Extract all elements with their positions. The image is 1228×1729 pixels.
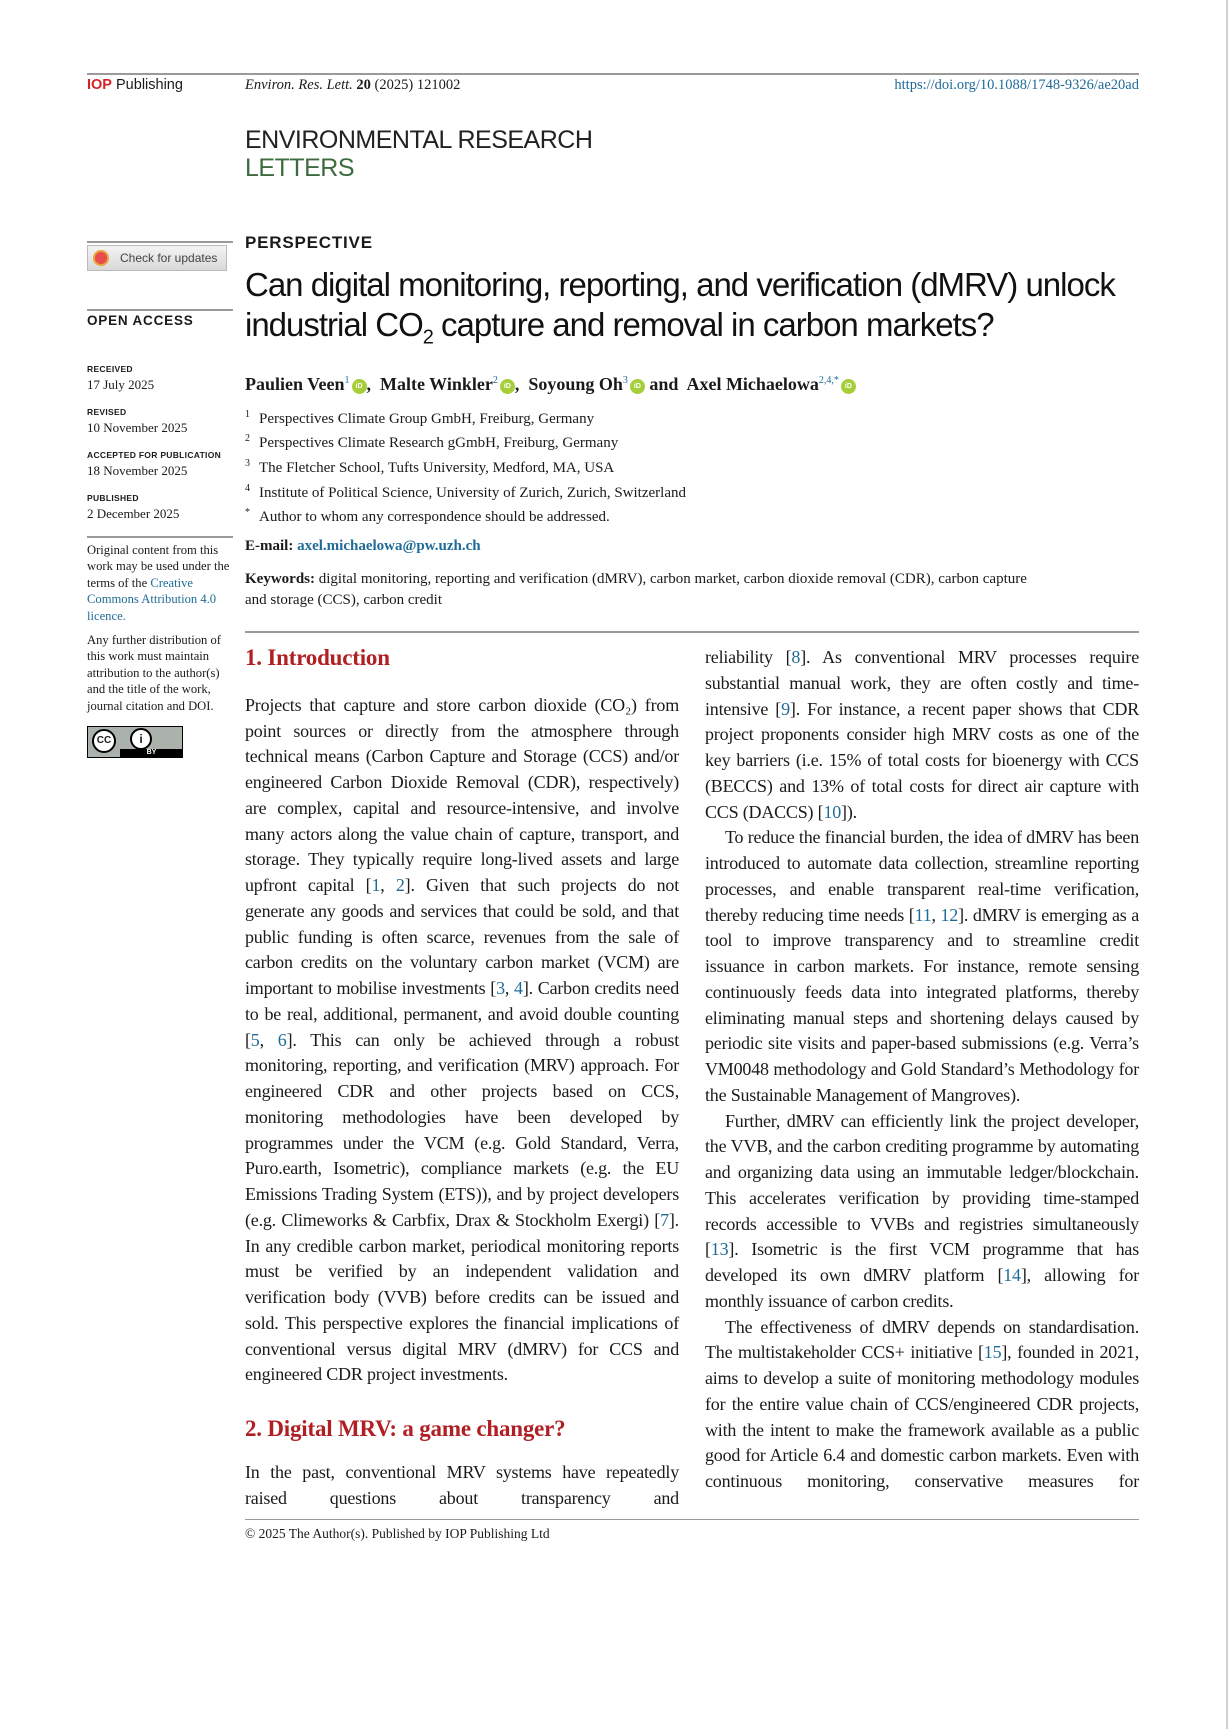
bookmark-icon xyxy=(93,250,109,266)
open-access-rule xyxy=(87,309,233,311)
by-label: BY xyxy=(120,749,183,757)
title-line-2 xyxy=(245,305,1139,358)
sidebar-rule xyxy=(87,241,233,243)
license-text xyxy=(87,542,233,624)
article-type: PERSPECTIVE xyxy=(245,233,373,252)
email-link[interactable]: axel.michaelowa@pw.uzh.ch xyxy=(297,538,481,555)
date-revised xyxy=(87,407,233,436)
citation-link[interactable]: 3 xyxy=(496,978,505,999)
citation xyxy=(245,77,460,94)
date-value: 2 December 2025 xyxy=(87,506,180,521)
article-title xyxy=(245,265,1139,358)
journal-subname: LETTERS xyxy=(245,154,355,182)
author-sep: , xyxy=(514,373,524,394)
citation-link[interactable]: 15 xyxy=(983,1342,1002,1363)
aff-num: 3 xyxy=(245,458,250,469)
email-line xyxy=(245,538,1139,555)
aff-text: Perspectives Climate Group GmbH, Freiburg, Germany xyxy=(259,410,595,427)
dates-list xyxy=(87,364,233,522)
publisher-mark: IOP xyxy=(87,77,112,93)
aff-num: 4 xyxy=(245,482,250,494)
paragraph: The effectiveness of dMRV depends on standardisation. The multistakeholder CCS+ initiative [15], founded in 2021, aims to develop a suite of monitoring methodology modules for the entire value chain of CCS/engineered CDR projects, with the intent to make the framework available as a public good for Article 6.4 and domestic carbon markets. Even with continuous monitoring, conservative measures for xyxy=(705,1316,1139,1492)
author-aff: 2,4,* xyxy=(818,374,839,386)
author-name: Axel Michaelowa xyxy=(686,373,819,394)
citation-link[interactable]: 14 xyxy=(1003,1265,1021,1286)
citation-link[interactable]: 11 xyxy=(914,904,932,925)
body-columns xyxy=(245,645,1139,1511)
date-label: PUBLISHED xyxy=(87,493,139,503)
title-pre: industrial CO xyxy=(245,306,423,343)
open-access-label: OPEN ACCESS xyxy=(87,313,194,328)
paragraph: In the past, conventional MRV systems have repeatedly raised questions about transparency and xyxy=(245,1461,679,1508)
aff-num: * xyxy=(245,507,250,519)
distribution-text: Any further distribution of this work must maintain attribution to the author(s) and the title of the work, journal citation and DOI. xyxy=(87,633,221,713)
aff-num: 1 xyxy=(245,408,250,420)
citation-journal: Environ. Res. Lett. xyxy=(245,77,353,93)
paragraph: Projects that capture and store carbon dioxide (CO₂) from point sources or directly from the atmosphere through technical means (Carbon Capture and Storage (CCS) and/or engineered Carbon Dioxide Removal (CDR), respectively) are complex, capital and resource-intensive, and involve many actors along the value chain of capture, transport, and storage. They typically require long-lived assets and large upfront capital [1, 2]. Given that such projects do not generate any goods and services that could be sold, and that public funding is often scarce, revenues from the sale of carbon credits on the voluntary carbon market (VCM) are important to mobilise investments [3, 4]. Carbon credits need to be real, additional, permanent, and avoid double counting [5, 6]. This can only be achieved through a robust monitoring, reporting, and verification (MRV) approach. For engineered CDR and other projects based on CCS, monitoring methodologies have been developed by programmes under the VCM (e.g. Gold Standard, Verra, Puro.earth, Isometric), compliance markets (e.g. the EU Emissions Trading System (ETS)), and by project developers (e.g. Climeworks & Carbfix, Drax & Stockholm Exergi) [7]. In any credible carbon market, periodical monitoring reports must be verified by an independent validation and verification body (VVB) before credits can be issued and sold. This perspective explores the financial implications of conventional versus digital MRV (dMRV) for CCS and engineered CDR project investments. xyxy=(245,694,680,1385)
citation-link[interactable]: 13 xyxy=(710,1239,729,1260)
paragraph: reliability [8]. As conventional MRV processes require substantial manual work, they are often costly and time-intensive [9]. For instance, a recent paper shows that CDR project proponents consider high MRV costs as one of the key barriers (i.e. 15% of total costs for bioenergy with CCS (BECCS) and 13% of total costs for direct air capture with CCS (DACCS) [10]). xyxy=(705,647,1140,822)
license-rule xyxy=(87,536,233,538)
author-name: Malte Winkler xyxy=(380,373,493,394)
section-heading-introduction: 1. Introduction xyxy=(245,645,390,671)
author[interactable] xyxy=(380,374,515,394)
citation-link[interactable]: 9 xyxy=(781,698,790,719)
body-rule xyxy=(245,631,1139,633)
citation-link[interactable]: 12 xyxy=(940,904,959,925)
affiliation xyxy=(245,454,1139,479)
paragraph: To reduce the financial burden, the idea of dMRV has been introduced to automate data collection, streamline reporting processes, and enable transparent real-time verification, thereby reducing time needs [11, 12]. dMRV is emerging as a tool to improve transparency and to streamline credit issuance in carbon markets. For instance, remote sensing continuously feeds data into integrated platforms, thereby eliminating manual steps and shortening delays caused by periodic site visits and paper-based submissions (e.g. Verra’s VM0048 methodology and Gold Standard’s Methodology for the Sustainable Management of Mangroves). xyxy=(705,827,1139,1105)
title-sub: 2 xyxy=(422,326,433,349)
footer-rule xyxy=(245,1519,1139,1520)
cc-license-link[interactable]: Creative Commons Attribution 4.0 licence. xyxy=(87,575,217,623)
affiliation xyxy=(245,503,1139,528)
aff-text: The Fletcher School, Tufts University, Medford, MA, USA xyxy=(259,460,615,476)
citation-link[interactable]: 5 xyxy=(250,1029,260,1050)
affiliation xyxy=(245,479,1139,504)
paragraph: Further, dMRV can efficiently link the project developer, the VVB, and the carbon crediting programme by automating and organizing data using an immutable ledger/blockchain. This accelerates verification by providing time-stamped records accessible to VVBs and registries simultaneously [13]. Isometric is the first VCM programme that has developed its own dMRV platform [14], allowing for monthly issuance of carbon credits. xyxy=(705,1110,1139,1311)
check-updates-label: Check for updates xyxy=(120,251,218,265)
publisher-logo xyxy=(87,77,183,93)
keywords-label: Keywords: xyxy=(245,571,315,588)
aff-text: Institute of Political Science, University of Zurich, Zurich, Switzerland xyxy=(259,484,686,501)
date-label: RECEIVED xyxy=(87,364,133,374)
cc-icon: CC xyxy=(92,729,116,753)
citation-link[interactable]: 6 xyxy=(277,1029,287,1050)
citation-link[interactable]: 7 xyxy=(660,1209,669,1230)
citation-link[interactable]: 1 xyxy=(371,875,381,896)
date-value: 18 November 2025 xyxy=(87,463,188,478)
keywords xyxy=(245,569,1045,611)
title-line-1: Can digital monitoring, reporting, and verification (dMRV) unlock xyxy=(245,266,1115,303)
license-pre: Original content from this work may be used under the terms of the xyxy=(87,543,230,590)
author-aff: 3 xyxy=(622,374,628,386)
author[interactable] xyxy=(686,374,855,394)
aff-text: Perspectives Climate Research gGmbH, Freiburg, Germany xyxy=(259,435,619,452)
keywords-text: digital monitoring, reporting and verification (dMRV), carbon market, carbon dioxide removal (CDR), carbon capture and storage (CCS), carbon credit xyxy=(245,571,1027,609)
author-name: Paulien Veen xyxy=(245,373,345,394)
citation-link[interactable]: 8 xyxy=(791,647,801,668)
affiliation xyxy=(245,405,1139,430)
citation-rest: (2025) 121002 xyxy=(374,77,461,93)
affiliations xyxy=(245,405,1139,529)
citation-link[interactable]: 4 xyxy=(514,978,523,999)
author-list xyxy=(245,374,1139,395)
citation-link[interactable]: 2 xyxy=(395,875,405,896)
date-accepted xyxy=(87,450,233,479)
orcid-icon[interactable]: iD xyxy=(630,379,645,394)
right-column xyxy=(705,645,1139,1511)
date-received xyxy=(87,364,233,393)
author[interactable] xyxy=(528,374,645,394)
aff-num: 2 xyxy=(245,433,250,445)
copyright: © 2025 The Author(s). Published by IOP Publishing Ltd xyxy=(245,1526,550,1542)
author-aff: 2 xyxy=(492,374,498,386)
date-label: ACCEPTED FOR PUBLICATION xyxy=(87,450,222,460)
date-value: 10 November 2025 xyxy=(87,420,188,435)
header-rule xyxy=(87,73,1139,75)
date-value: 17 July 2025 xyxy=(87,377,155,392)
left-column xyxy=(245,645,679,1511)
main-content xyxy=(245,233,1139,1582)
orcid-icon[interactable]: iD xyxy=(352,379,367,394)
journal-name: ENVIRONMENTAL RESEARCH xyxy=(245,126,593,154)
author-aff: 1 xyxy=(344,374,350,386)
cc-by-badge[interactable] xyxy=(87,726,183,758)
date-label: REVISED xyxy=(87,407,127,417)
orcid-icon[interactable]: iD xyxy=(841,379,856,394)
author-sep: and xyxy=(644,373,683,394)
title-post: capture and removal in carbon markets? xyxy=(432,306,994,343)
check-updates-button[interactable] xyxy=(87,245,227,271)
author-name: Soyoung Oh xyxy=(528,373,623,394)
aff-text: Author to whom any correspondence should be addressed. xyxy=(259,509,610,526)
affiliation xyxy=(245,429,1139,454)
section-heading-digital-mrv: 2. Digital MRV: a game changer? xyxy=(245,1416,566,1442)
attribution-person-icon: i xyxy=(130,728,152,750)
author[interactable] xyxy=(245,374,367,394)
orcid-icon[interactable]: iD xyxy=(500,379,515,394)
citation-volume: 20 xyxy=(356,77,371,93)
email-label: E-mail: xyxy=(245,538,294,555)
sidebar xyxy=(87,241,233,758)
publisher-name: Publishing xyxy=(116,77,183,93)
author-sep: , xyxy=(366,373,376,394)
doi-link[interactable]: https://doi.org/10.1088/1748-9326/ae20ad xyxy=(894,77,1139,93)
citation-link[interactable]: 10 xyxy=(823,801,842,822)
date-published xyxy=(87,493,233,522)
